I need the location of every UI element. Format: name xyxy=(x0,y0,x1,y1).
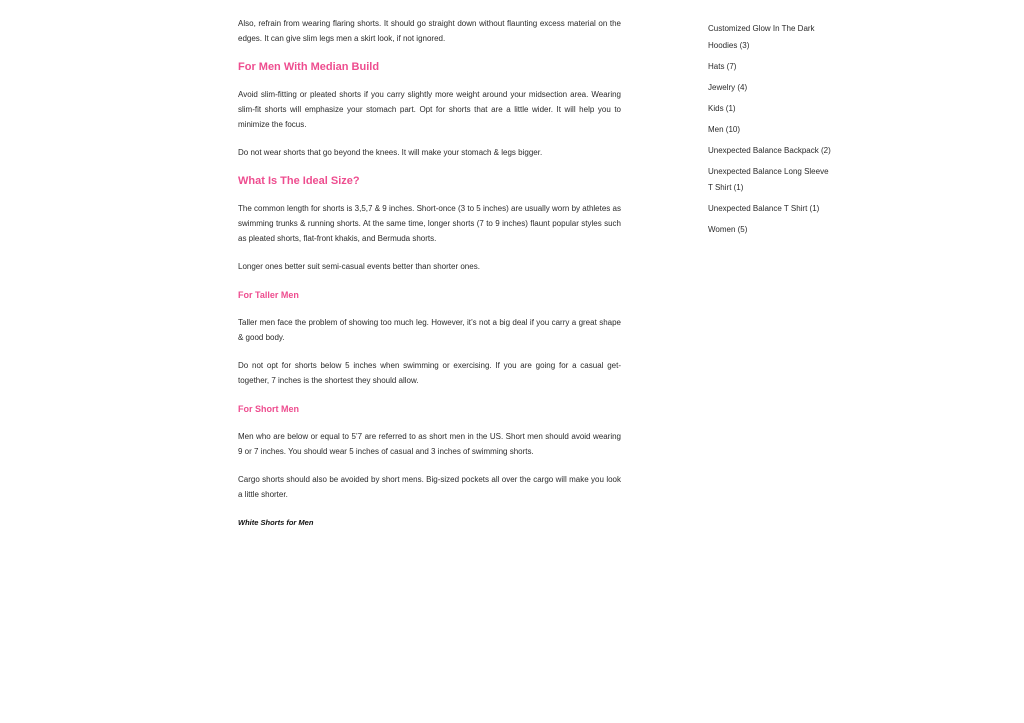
image-caption: White Shorts for Men xyxy=(238,518,314,527)
sidebar-item-glow-hoodies[interactable]: Customized Glow In The Dark Hoodies (3) xyxy=(708,24,815,50)
sidebar-item-men[interactable]: Men (10) xyxy=(708,124,741,134)
heading-median-build: For Men With Median Build xyxy=(238,61,380,73)
article-content xyxy=(238,16,621,530)
sidebar-item-long-sleeve[interactable]: Unexpected Balance Long Sleeve T Shirt (1) xyxy=(708,166,829,192)
sidebar-item-backpack[interactable]: Unexpected Balance Backpack (2) xyxy=(708,145,831,155)
sidebar-item-t-shirt[interactable]: Unexpected Balance T Shirt (1) xyxy=(708,204,820,213)
heading-short-men: For Short Men xyxy=(238,404,299,414)
paragraph-short-men-1: Men who are below or equal to 5’7 are referred to as short men in the US. Short men should avoid wearing 9 or 7 inches. You should wear 5 inches of casual and 3 inches of swimming shorts. xyxy=(238,432,621,456)
sidebar-item-kids[interactable]: Kids (1) xyxy=(708,103,736,113)
paragraph-ideal-size-2: Longer ones better suit semi-casual events better than shorter ones. xyxy=(238,262,480,271)
paragraph-flaring-shorts: Also, refrain from wearing flaring shorts. It should go straight down without flaunting excess material on the edges. It can give slim legs men a skirt look, if not ignored. xyxy=(238,19,621,43)
paragraph-median-build-2: Do not wear shorts that go beyond the knees. It will make your stomach & legs bigger. xyxy=(238,148,543,157)
heading-ideal-size: What Is The Ideal Size? xyxy=(238,175,360,187)
sidebar-item-hats[interactable]: Hats (7) xyxy=(708,61,737,71)
heading-taller-men: For Taller Men xyxy=(238,290,299,300)
paragraph-median-build-1: Avoid slim-fitting or pleated shorts if you carry slightly more weight around your midsection area. Wearing slim-fit shorts will emphasize your stomach part. Opt for shorts that are a little wider. It will help you to minimize the focus. xyxy=(238,90,621,129)
paragraph-taller-men-2: Do not opt for shorts below 5 inches when swimming or exercising. If you are going for a casual get-together, 7 inches is the shortest they should allow. xyxy=(238,361,621,385)
sidebar-item-women[interactable]: Women (5) xyxy=(708,225,748,234)
sidebar-categories xyxy=(708,21,833,243)
paragraph-ideal-size-1: The common length for shorts is 3,5,7 & 9 inches. Short-once (3 to 5 inches) are usually worn by athletes as swimming trunks & running shorts. At the same time, longer shorts (7 to 9 inches) flaunt popular styles such as pleated shorts, flat-front khakis, and Bermuda shorts. xyxy=(238,204,621,243)
sidebar-item-jewelry[interactable]: Jewelry (4) xyxy=(708,82,748,92)
paragraph-taller-men-1: Taller men face the problem of showing too much leg. However, it’s not a big deal if you carry a great shape & good body. xyxy=(238,318,621,342)
paragraph-short-men-2: Cargo shorts should also be avoided by short mens. Big-sized pockets all over the cargo will make you look a little shorter. xyxy=(238,475,621,499)
